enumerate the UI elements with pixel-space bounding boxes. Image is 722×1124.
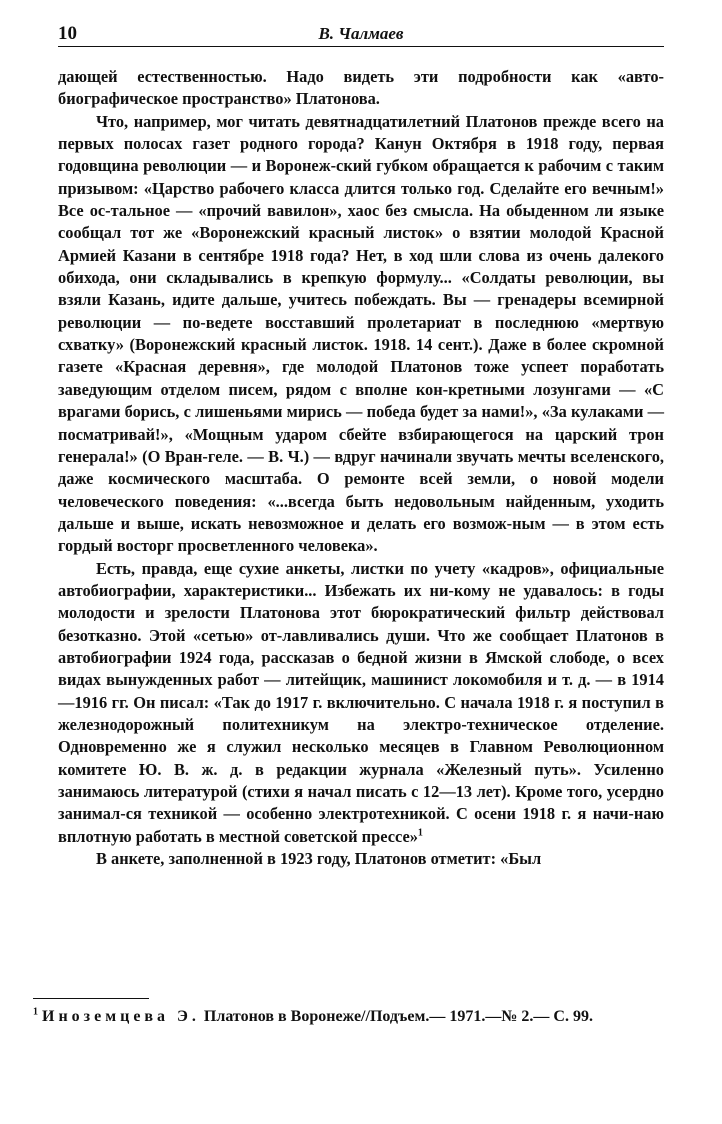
body-text (58, 66, 664, 870)
page-header (58, 22, 664, 47)
footnote-reference[interactable]: 1 (417, 827, 423, 839)
paragraph-3 (58, 558, 664, 848)
footnote-divider (33, 998, 149, 999)
paragraph-3-text: Есть, правда, еще сухие анкеты, листки по учету «кадров», официальные автобиографии, характеристики... Избежать их ни-кому не удавалось: в годы молодости и зрелости Платонова этот бюрократический фильтр действовал безотказно. Этой «сетью» от-лавливались души. Что же сообщает Платонов в автобиографии 1924 года, рассказав о бедной жизни в Ямской слободе, о всех видах вынужденных работ — литейщик, машинист локомобиля и т. д. — в 1914—1916 гг. Он писал: «Так до 1917 г. включительно. С начала 1918 г. я поступил в железнодорожный политехникум на электро-техническое отделение. Одновременно же я служил несколько месяцев в Главном Революционном комитете Ю. В. ж. д. в редакции журнала «Железный путь». Усиленно занимаюсь литературой (стихи я начал писать с 12—13 лет). Кроме того, усердно занимал-ся техникой — особенно электротехникой. С осени 1918 г. я начи-наю вплотную работать в местной советской прессе» (58, 558, 664, 846)
paragraph-1: дающей естественностью. Надо видеть эти подробности как «авто-биографическое пространство» Платонова. (58, 67, 664, 109)
running-head: В. Чалмаев (318, 24, 404, 43)
footnote-text: Платонов в Воронеже//Подъем.— 1971.—№ 2.— С. 99. (203, 1008, 593, 1025)
footnote-author: Иноземцева Э. (42, 1008, 200, 1025)
footnote (33, 1006, 722, 1028)
page-number: 10 (58, 23, 77, 44)
book-page (58, 22, 664, 869)
footnote-marker: 1 (33, 1006, 38, 1018)
paragraph-2: Что, например, мог читать девятнадцатилетний Платонов прежде всего на первых полосах газет родного города? Канун Октября в 1918 году, первая годовщина революции — и Воронеж-ский губком обращается к рабочим с таким призывом: «Царство рабочего класса длится только год. Сделайте его вечным!» Все ос-тальное — «прочий вавилон», хаос без смысла. На обыденном ли языке сообщал тот же «Воронежский красный листок» о взятии молодой Красной Армией Казани в сентябре 1918 года? Нет, в ход шли слова из очень далекого обихода, они складывались в крепкую формулу... «Солдаты революции, вы взяли Казань, идите дальше, учитесь побеждать. Вы — гренадеры всемирной революции — по-ведете восставший пролетариат в последнюю «мертвую схватку» (Воронежский красный листок. 1918. 14 сент.). Даже в более скромной газете «Красная деревня», где молодой Платонов тоже успеет поработать заведующим отделом писем, рядом с вполне кон-кретными лозунгами — «С врагами борись, с лишеньями мирись — победа будет за нами!», «За кулаками — посматривай!», «Мощным ударом сбейте взбирающегося на царский трон генерала!» (О Вран-геле. — В. Ч.) — вдруг начинали звучать мечты вселенского, даже космического масштаба. О ремонте всей земли, о новой модели человеческого поведения: «...всегда быть недовольным найденным, уходить дальше и выше, искать невозможное и делать его возмож-ным — в этом есть гордый восторг просветленного человека». (58, 111, 664, 556)
paragraph-4: В анкете, заполненной в 1923 году, Платонов отметит: «Был (96, 849, 542, 869)
